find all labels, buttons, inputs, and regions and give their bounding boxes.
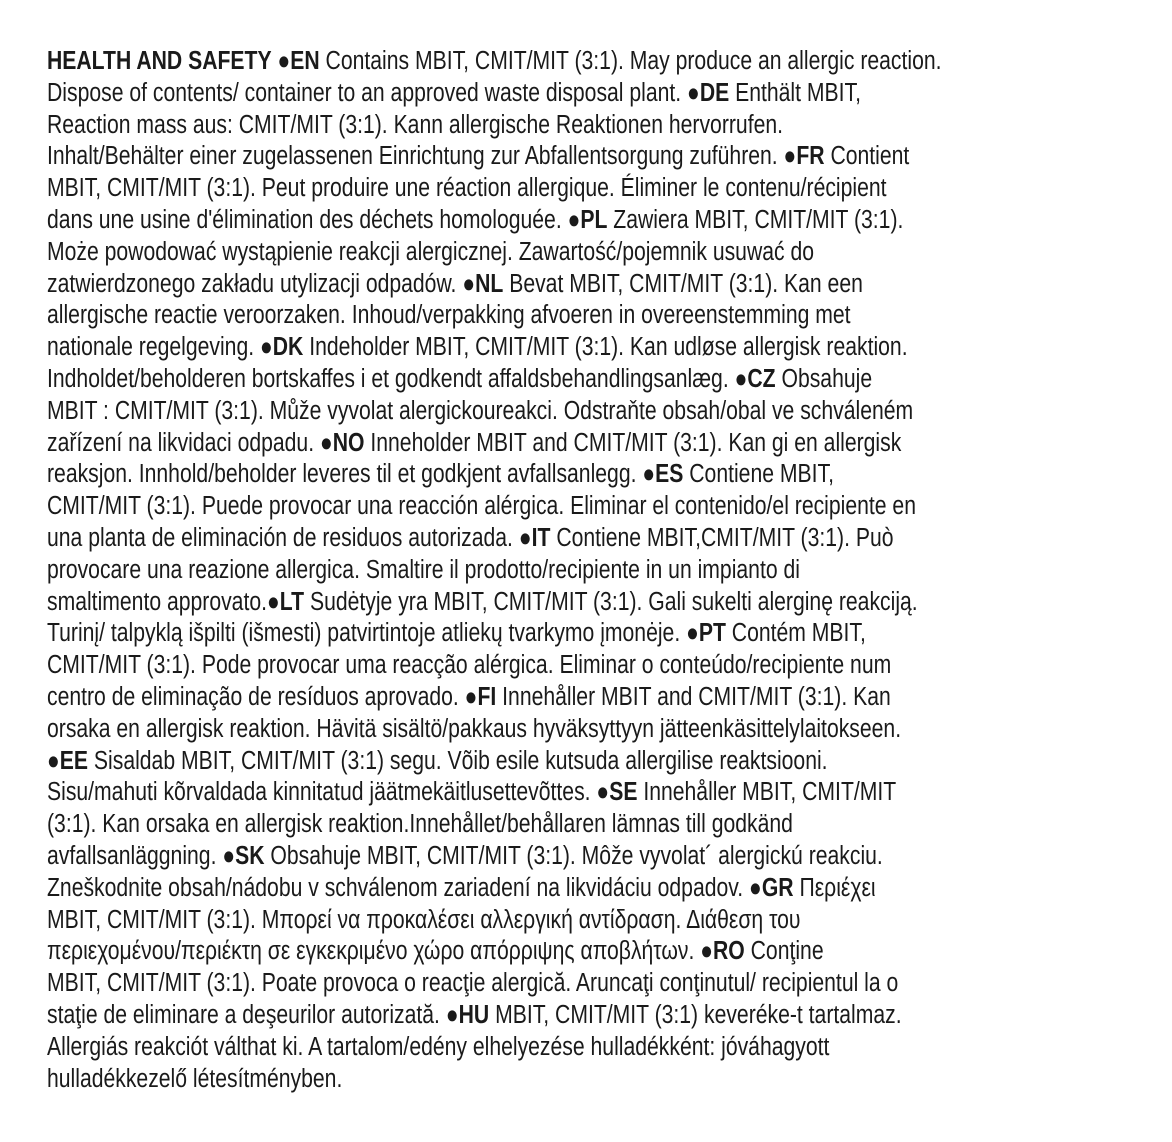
text-line-18 (47, 587, 952, 619)
language-code-nl: NL (475, 269, 504, 298)
text-line-14 (47, 459, 952, 491)
text-line-15 (47, 491, 952, 523)
text-line-22 (47, 714, 952, 746)
language-code-ro: RO (713, 937, 745, 966)
bullet-icon: ● (567, 205, 581, 234)
text-line-8 (47, 269, 952, 301)
line-text: smaltimento approvato. (47, 587, 268, 616)
line-text: CMIT/MIT (3:1). Puede provocar una reacción alérgica. Eliminar el contenido/el recipiente en (47, 492, 916, 521)
language-code-es: ES (655, 460, 684, 489)
text-line-3 (47, 110, 952, 142)
line-text: Może powodować wystąpienie reakcji alergicznej. Zawartość/pojemnik usuwać do (47, 237, 815, 266)
bullet-icon: ● (464, 682, 478, 711)
text-line-19 (47, 618, 952, 650)
bullet-icon: ● (445, 1000, 459, 1029)
line-text: Sisaldab MBIT, CMIT/MIT (3:1) segu. Võib esile kutsuda allergilise reaktsiooni. (88, 746, 828, 775)
text-line-7 (47, 237, 952, 269)
line-text: Dispose of contents/ container to an approved waste disposal plant. (47, 78, 688, 107)
line-text: hulladékkezelő létesítményben. (47, 1064, 343, 1093)
line-text: una planta de eliminación de residuos autorizada. (47, 523, 519, 552)
line-text: Sisu/mahuti kõrvaldada kinnitatud jäätmekäitlusettevõttes. (47, 778, 597, 807)
line-text: Zawiera MBIT, CMIT/MIT (3:1). (607, 205, 904, 234)
bullet-icon: ● (686, 619, 699, 648)
line-text: (3:1). Kan orsaka en allergisk reaktion.Innehållet/behållaren lämnas till godkänd (47, 810, 793, 839)
line-text: provocare una reazione allergica. Smaltire il prodotto/recipiente in un impianto di (47, 555, 800, 584)
text-line-29 (47, 936, 952, 968)
language-code-fr: FR (796, 142, 825, 171)
line-text: avfallsanläggning. (47, 841, 223, 870)
text-line-33 (47, 1064, 952, 1096)
language-code-sk: SK (235, 841, 265, 870)
line-text: Conţine (744, 937, 824, 966)
text-line-21 (47, 682, 952, 714)
language-code-it: IT (531, 523, 551, 552)
language-code-se: SE (609, 778, 638, 807)
language-code-de: DE (699, 78, 730, 107)
line-text: Innehåller MBIT and CMIT/MIT (3:1). Kan (496, 682, 891, 711)
line-text: MBIT, CMIT/MIT (3:1). Peut produire une réaction allergique. Éliminer le contenu/récipient (47, 174, 887, 203)
line-text: Inneholder MBIT and CMIT/MIT (3:1). Kan gi en allergisk (364, 428, 902, 457)
text-line-12 (47, 396, 952, 428)
bullet-icon: ● (596, 778, 610, 807)
line-text: περιεχομένου/περιέκτη σε εγκεκριμένο χώρο απόρριψης αποβλήτων. (47, 937, 701, 966)
language-code-dk: DK (272, 333, 304, 362)
line-text: Contains MBIT, CMIT/MIT (3:1). May produce an allergic reaction. (319, 47, 942, 75)
line-text: Contém MBIT, (725, 619, 866, 648)
language-code-hu: HU (458, 1000, 490, 1029)
line-text: Contient (824, 142, 910, 171)
text-line-20 (47, 650, 952, 682)
line-text: orsaka en allergisk reaktion. Hävitä sisältö/pakkaus hyväksyttyyn jätteenkäsittelylaitokseen. (47, 714, 902, 743)
language-code-lt: LT (279, 587, 305, 616)
line-text: staţie de eliminare a deşeurilor autorizată. (47, 1000, 446, 1029)
line-text: centro de eliminação de resíduos aprovado. (47, 682, 465, 711)
text-line-9 (47, 300, 952, 332)
text-line-31 (47, 1000, 952, 1032)
text-line-26 (47, 841, 952, 873)
text-line-25 (47, 809, 952, 841)
line-text: reaksjon. Innhold/beholder leveres til et godkjent avfallsanlegg. (47, 460, 643, 489)
language-code-cz: CZ (747, 364, 776, 393)
text-line-11 (47, 364, 952, 396)
language-code-pl: PL (580, 205, 608, 234)
language-code-gr: GR (761, 873, 794, 902)
line-text: Contiene MBIT, (683, 460, 834, 489)
text-line-2: Dispose of contents/ container to an approved waste disposal plant. ●DE Enthält MBIT, (47, 78, 861, 107)
language-code-pt: PT (698, 619, 726, 648)
bullet-icon: ● (462, 269, 476, 298)
bullet-icon: ● (259, 333, 273, 362)
text-line-16 (47, 523, 952, 555)
language-code-fi: FI (477, 682, 497, 711)
line-text: MBIT, CMIT/MIT (3:1) keveréke-t tartalmaz. (489, 1000, 902, 1029)
line-text: Indholdet/beholderen bortskaffes i et godkendt affaldsbehandlingsanlæg. (47, 364, 735, 393)
line-text: Zneškodnite obsah/nádobu v schválenom zariadení na likvidáciu odpadov. (47, 873, 750, 902)
text-line-30 (47, 968, 952, 1000)
bullet-icon: ● (783, 142, 797, 171)
line-text: Turinį/ talpyklą išpilti (išmesti) patvirtintoje atliekų tvarkymo įmonėje. (47, 619, 687, 648)
line-text: Obsahuje MBIT, CMIT/MIT (3:1). Môže vyvolat´ alergickú reakciu. (264, 841, 883, 870)
text-line-6 (47, 205, 952, 237)
line-text: Περιέχει (793, 873, 876, 902)
text-line-13 (47, 428, 952, 460)
text-line-28 (47, 905, 952, 937)
safety-label-page (47, 46, 1137, 1106)
bullet-icon: ● (749, 873, 762, 902)
bullet-icon: ● (277, 47, 291, 75)
text-line-23 (47, 746, 952, 778)
line-text: nationale regelgeving. (47, 333, 260, 362)
language-code-ee: EE (59, 746, 89, 775)
health-and-safety-text (47, 46, 1137, 1095)
bullet-icon: ● (642, 460, 656, 489)
bullet-icon: ● (267, 587, 280, 616)
line-text: Obsahuje (775, 364, 873, 393)
text-line-32 (47, 1032, 952, 1064)
line-text: zařízení na likvidaci odpadu. (47, 428, 320, 457)
line-text: MBIT, CMIT/MIT (3:1). Poate provoca o reacţie alergică. Aruncaţi conţinutul/ recipientul la o (47, 969, 899, 998)
line-text: Contiene MBIT,CMIT/MIT (3:1). Può (550, 523, 894, 552)
line-text: Allergiás reakciót válthat ki. A tartalom/edény elhelyezése hulladékként: jóváhagyott (47, 1032, 830, 1061)
bullet-icon: ● (687, 78, 700, 107)
line-text: Indeholder MBIT, CMIT/MIT (3:1). Kan udløse allergisk reaktion. (303, 333, 908, 362)
language-code-en: EN (290, 47, 320, 75)
line-text: MBIT : CMIT/MIT (3:1). Může vyvolat alergickoureakci. Odstraňte obsah/obal ve schváleném (47, 396, 914, 425)
line-text: Sudėtyje yra MBIT, CMIT/MIT (3:1). Gali sukelti alerginę reakciją. (304, 587, 918, 616)
bullet-icon: ● (222, 841, 236, 870)
line-text: Reaction mass aus: CMIT/MIT (3:1). Kann allergische Reaktionen hervorrufen. (47, 110, 784, 139)
bullet-icon: ● (47, 746, 60, 775)
line-text: MBIT, CMIT/MIT (3:1). Μπορεί να προκαλέσει αλλεργική αντίδραση. Διάθεση του (47, 905, 801, 934)
language-code-no: NO (332, 428, 365, 457)
line-text: allergische reactie veroorzaken. Inhoud/verpakking afvoeren in overeenstemming met (47, 301, 851, 330)
line-text: CMIT/MIT (3:1). Pode provocar uma reacção alérgica. Eliminar o conteúdo/recipiente num (47, 651, 892, 680)
text-line-5 (47, 173, 952, 205)
line-text: Bevat MBIT, CMIT/MIT (3:1). Kan een (503, 269, 863, 298)
text-line-1 (47, 46, 952, 78)
line-text: zatwierdzonego zakładu utylizacji odpadów. (47, 269, 463, 298)
line-text: Inhalt/Behälter einer zugelassenen Einrichtung zur Abfallentsorgung zuführen. (47, 142, 784, 171)
bullet-icon: ● (734, 364, 748, 393)
text-line-27 (47, 873, 952, 905)
text-line-17 (47, 555, 952, 587)
bullet-icon: ● (319, 428, 333, 457)
line-text: Innehåller MBIT, CMIT/MIT (637, 778, 897, 807)
bullet-icon: ● (700, 937, 714, 966)
bullet-icon: ● (518, 523, 532, 552)
text-line-24 (47, 777, 952, 809)
text-line-10 (47, 332, 952, 364)
line-text: dans une usine d'élimination des déchets homologuée. (47, 205, 568, 234)
health-and-safety-heading: HEALTH AND SAFETY (47, 47, 272, 75)
text-line-4 (47, 141, 952, 173)
